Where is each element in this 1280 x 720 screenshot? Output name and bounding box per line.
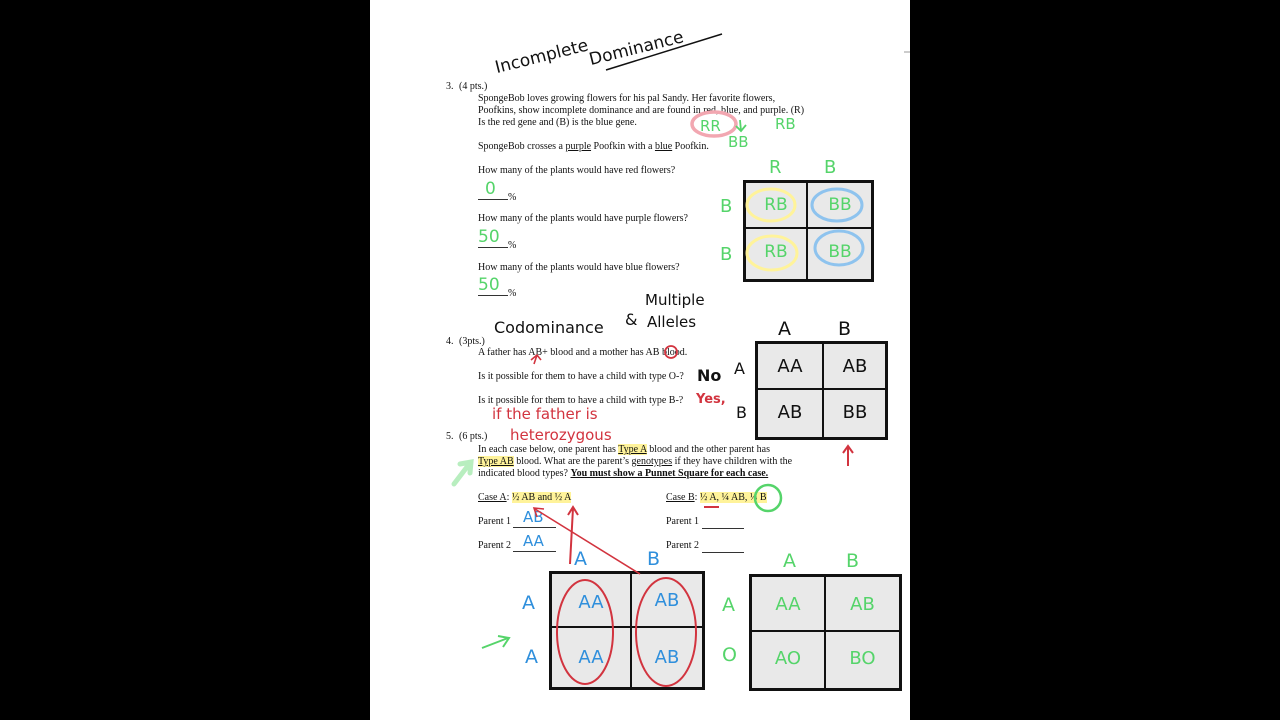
q5-b-parent2-field[interactable] (702, 540, 744, 558)
q3-purple-question: How many of the plants would have purple flowers? (478, 213, 688, 224)
green-arrow-icon (482, 636, 509, 648)
q3-cell-4: BB (828, 242, 852, 262)
q3-punnett-square (743, 180, 874, 282)
q5-b-parent2-label: Parent 2 (666, 540, 700, 551)
q5-a-parent2-answer: AA (523, 532, 544, 550)
codominance-annotation: Codominance (494, 318, 604, 337)
q3-text-2: Poofkins, show incomplete dominance and are found in red, blue, and purple. (R) (478, 105, 805, 116)
q3-number: 3. (446, 81, 454, 92)
q3-points: (4 pts.) (459, 81, 488, 92)
q3-cell-2: BB (828, 195, 852, 215)
q3-text-1: SpongeBob loves growing flowers for his pal Sandy. Her favorite flowers, (478, 93, 776, 104)
q3-purple-answer-field[interactable]: 50 % (478, 227, 517, 251)
q4-cell-3: AB (777, 402, 803, 423)
q4-number: 4. (446, 336, 454, 347)
q3-red-answer-field[interactable]: 0 % (478, 181, 516, 205)
q4-o-question: Is it possible for them to have a child with type O-? (478, 371, 684, 382)
q5-b-cell-4: BO (849, 648, 876, 669)
multiple-annotation: Multiple (645, 291, 705, 309)
q4-cell-1: AA (777, 356, 803, 377)
worksheet-page (370, 0, 910, 720)
q4-punnett-square (755, 341, 888, 440)
q3-red-answer: 0 (485, 179, 496, 199)
q3-note-rr: RR (700, 117, 721, 135)
q5-a-parent1-answer: AB (523, 508, 544, 526)
q4-b-answer[interactable]: Yes, (696, 392, 726, 407)
q5-a-punnett-square (549, 571, 705, 690)
q5-number: 5. (446, 431, 454, 442)
q5-a-cell-4: AB (654, 647, 680, 668)
up-arrow-icon (843, 446, 853, 466)
green-arrow-icon (454, 462, 471, 484)
q5-a-top-label-1: A (574, 548, 587, 570)
q5-a-parent1-label: Parent 1 (478, 516, 512, 527)
q4-note-heterozygous: heterozygous (510, 426, 612, 444)
q5-b-top-label-2: B (846, 550, 860, 572)
q4-top-label-1: A (778, 318, 791, 340)
q3-blue-answer: 50 (478, 275, 500, 295)
q5-a-cell-2: AB (654, 590, 680, 611)
q4-side-label-1: A (734, 359, 745, 378)
q3-cell-1: RB (764, 195, 788, 215)
q5-b-cell-2: AB (850, 594, 875, 615)
q4-points: (3pts.) (459, 336, 485, 347)
q5-b-top-label-1: A (783, 550, 796, 572)
incomplete-annotation: Incomplete (493, 35, 591, 78)
dominance-annotation: Dominance (587, 27, 686, 70)
q5-b-parent1-label: Parent 1 (666, 516, 700, 527)
q5-a-parent2-label: Parent 2 (478, 540, 512, 551)
q3-cell-3: RB (764, 242, 788, 262)
q5-case-a: Case A: ½ AB and ½ A (478, 492, 572, 503)
q3-cross-sentence: SpongeBob crosses a purple Poofkin with a blue Poofkin. (478, 141, 709, 152)
q5-a-side-label-2: A (525, 646, 538, 668)
q3-blue-answer-field[interactable]: 50 % (478, 275, 517, 299)
q5-b-side-label-2: O (722, 644, 737, 666)
q5-line-3: indicated blood types? You must show a Punnet Square for each case. (478, 468, 769, 479)
q3-blue-question: How many of the plants would have blue flowers? (478, 262, 680, 273)
q4-o-answer[interactable]: No (697, 366, 722, 385)
q3-note-rb: RB (775, 115, 796, 133)
q5-b-parent1-field[interactable] (702, 516, 744, 534)
q5-a-side-label-1: A (522, 592, 535, 614)
q4-b-question: Is it possible for them to have a child with type B-? (478, 395, 684, 406)
q3-text-3: Is the red gene and (B) is the blue gene. (478, 117, 637, 128)
q5-a-parent2-field[interactable] (513, 533, 556, 557)
q5-b-cell-3: AO (774, 648, 802, 669)
q4-cell-2: AB (842, 356, 868, 377)
q5-line-1: In each case below, one parent has Type A blood and the other parent has (478, 444, 770, 455)
q5-points: (6 pts.) (459, 431, 488, 442)
q5-a-top-label-2: B (647, 548, 661, 570)
q3-purple-answer: 50 (478, 227, 500, 247)
q3-side-label-2: B (720, 244, 733, 265)
q5-b-punnett-square (749, 574, 902, 691)
q3-side-label-1: B (720, 196, 733, 217)
q4-note-father: if the father is (492, 405, 598, 423)
q5-b-side-label-1: A (722, 594, 735, 616)
q4-text: A father has AB+ blood and a mother has AB blood. (478, 347, 688, 358)
q3-top-label-2: B (824, 157, 837, 178)
q3-top-label-1: R (769, 157, 782, 178)
q4-side-label-2: B (736, 403, 747, 422)
down-arrow-icon (736, 120, 746, 131)
q5-a-cell-3: AA (578, 647, 604, 668)
q5-line-2: Type AB blood. What are the parent’s genotypes if they have children with the (478, 456, 793, 467)
ampersand-annotation: & (625, 310, 638, 329)
q5-a-parent1-field[interactable] (513, 509, 556, 533)
q4-top-label-2: B (838, 318, 852, 340)
q5-case-b: Case B: ½ A, ¼ AB, ¼ B (666, 492, 767, 503)
q3-red-question: How many of the plants would have red flowers? (478, 165, 676, 176)
q5-b-cell-1: AA (775, 594, 801, 615)
alleles-annotation: Alleles (647, 313, 697, 331)
q3-note-bb: BB (728, 133, 749, 151)
q5-a-cell-1: AA (578, 592, 604, 613)
q4-cell-4: BB (842, 402, 868, 423)
